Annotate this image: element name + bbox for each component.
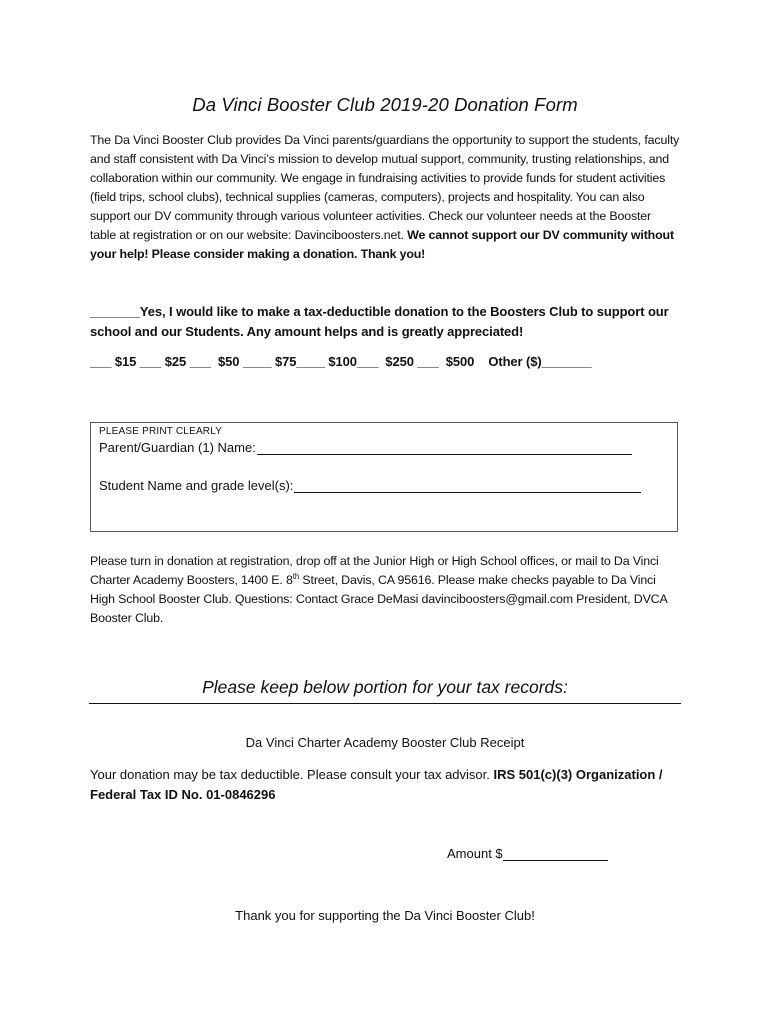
print-clearly-box — [90, 422, 678, 532]
amount-blank[interactable] — [503, 846, 608, 861]
intro-bold-text: We cannot support our DV community without your help! Please consider making a donation. Thank you! — [90, 228, 674, 261]
student-name-blank[interactable] — [294, 478, 641, 493]
section-divider — [89, 703, 681, 704]
thank-you-message: Thank you for supporting the Da Vinci Booster Club! — [235, 908, 535, 923]
form-title: Da Vinci Booster Club 2019-20 Donation Form — [192, 94, 578, 115]
amount-label: Amount $ — [447, 846, 503, 861]
instructions-superscript: th — [292, 571, 300, 581]
keep-records-heading: Please keep below portion for your tax records: — [202, 677, 568, 697]
parent-name-label: Parent/Guardian (1) Name: — [99, 440, 256, 455]
instructions-text-2: Street, Davis, CA 95616. Please make checks payable to Da Vinci High School Booster Club. Questions: Contact Grace DeMasi davinciboosters@gmail.com President, DVCA Booster Club. — [90, 573, 667, 625]
submission-instructions — [90, 552, 680, 628]
student-name-field[interactable] — [99, 478, 641, 493]
intro-paragraph — [90, 131, 680, 264]
amount-field[interactable] — [447, 846, 608, 861]
receipt-title: Da Vinci Charter Academy Booster Club Receipt — [245, 735, 525, 750]
amount-options: ___ $15 ___ $25 ___ $50 ____ $75____ $100___ $250 ___ $500 Other ($)_______ — [90, 354, 592, 369]
instructions-text-1: Please turn in donation at registration, drop off at the Junior High or High School offices, or mail to Da Vinci Charter Academy Boosters, 1400 E. 8 — [90, 554, 659, 587]
student-name-label: Student Name and grade level(s): — [99, 478, 294, 493]
pledge-statement: _______Yes, I would like to make a tax-deductible donation to the Boosters Club to support our school and our Students. Any amount helps and is greatly appreciated! — [90, 304, 669, 339]
tax-note-text: Your donation may be tax deductible. Please consult your tax advisor. — [90, 767, 494, 782]
tax-deductible-note — [90, 765, 680, 805]
tax-id-text: IRS 501(c)(3) Organization / Federal Tax ID No. 01-0846296 — [90, 767, 663, 802]
print-clearly-label: PLEASE PRINT CLEARLY — [99, 426, 223, 437]
intro-text: The Da Vinci Booster Club provides Da Vinci parents/guardians the opportunity to support the students, faculty and staff consistent with Da Vinci’s mission to develop mutual support, community, trusting relationships, and collaboration within our community. We engage in fundraising activities to provide funds for student activities (field trips, school clubs), technical supplies (cameras, computers), projects and hospitality. You can also support our DV community through various volunteer activities. Check our volunteer needs at the Booster table at registration or on our website: Davinciboosters.net. — [90, 133, 680, 242]
parent-name-field[interactable] — [99, 440, 632, 455]
parent-name-blank[interactable] — [257, 440, 632, 455]
